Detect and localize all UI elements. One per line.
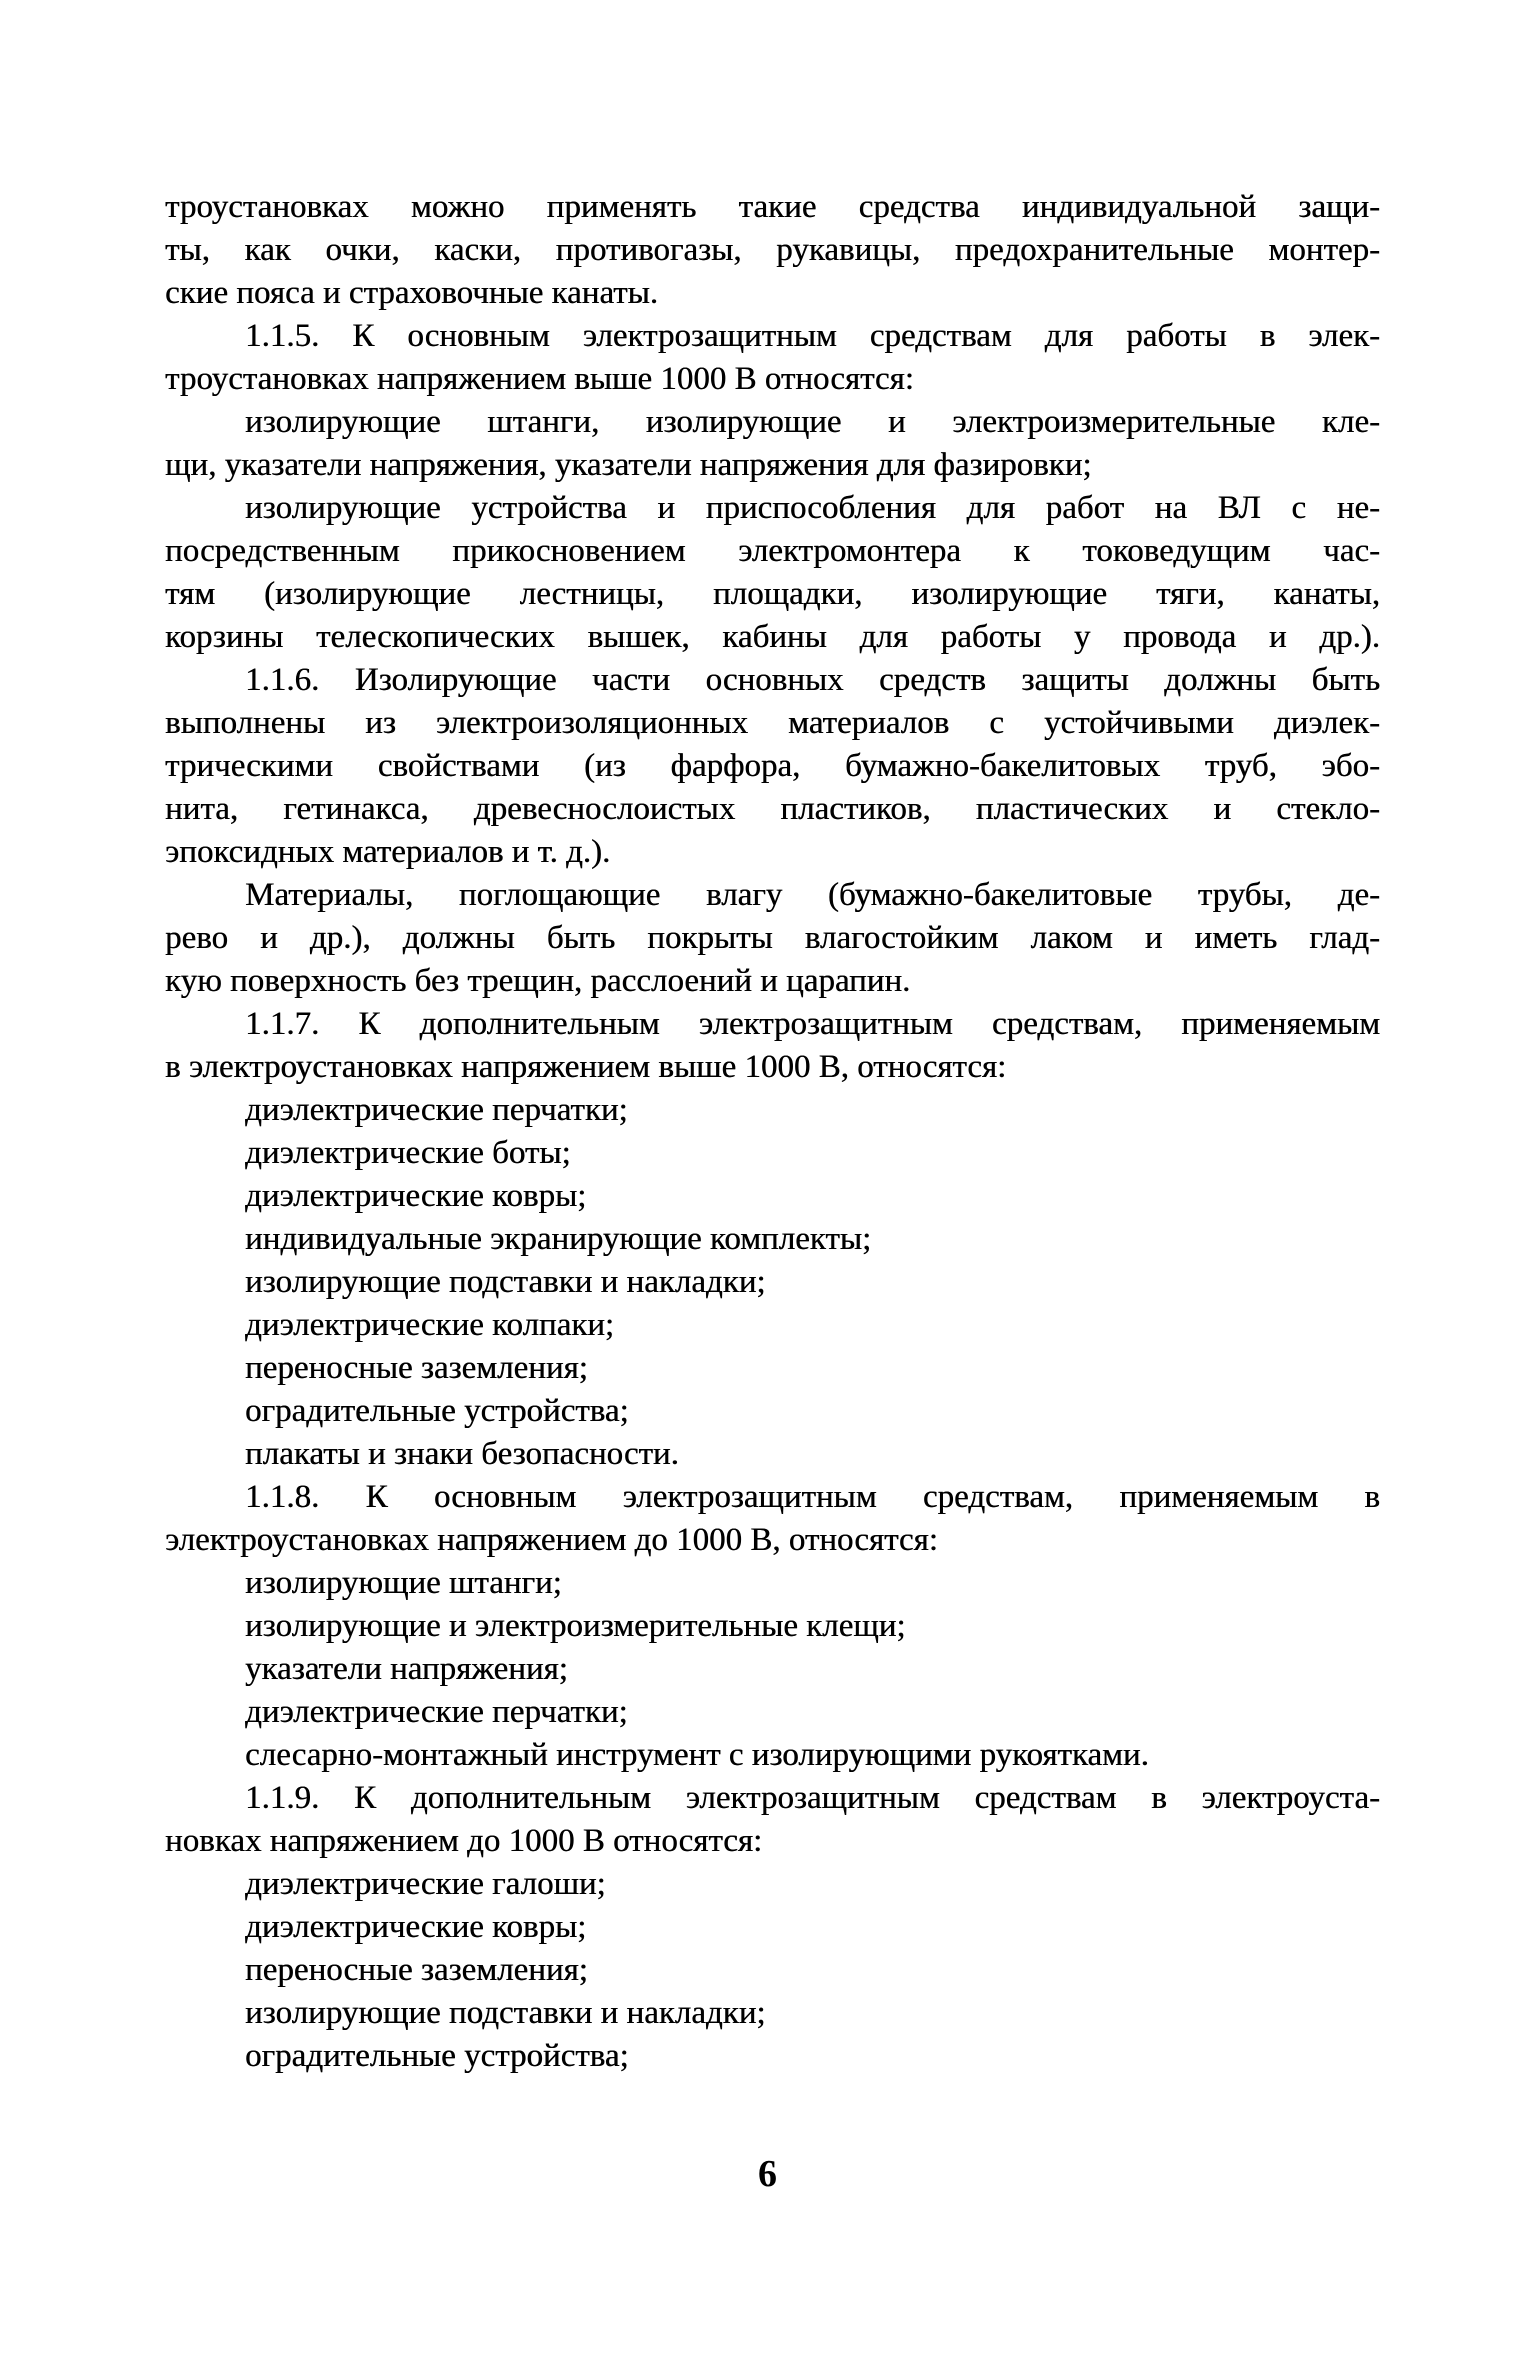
list-item: индивидуальные экранирующие комплекты; [245, 1221, 872, 1257]
list-item: диэлектрические боты; [245, 1135, 571, 1171]
page-body-text [165, 186, 1380, 2078]
section-1-1-8-start: 1.1.8. К основным электрозащитным средствам, применяемым в [245, 1479, 1380, 1515]
text-line: кую поверхность без трещин, расслоений и царапин. [165, 963, 911, 999]
text-line: ты, как очки, каски, противогазы, рукавицы, предохранительные монтер- [165, 232, 1380, 268]
text-line: эпоксидных материалов и т. д.). [165, 834, 611, 870]
list-item: переносные заземления; [245, 1952, 588, 1988]
list-item: слесарно-монтажный инструмент с изолирующими рукоятками. [245, 1737, 1149, 1773]
list-item: изолирующие штанги; [245, 1565, 562, 1601]
list-item: изолирующие подставки и накладки; [245, 1995, 766, 2031]
text-line: ские пояса и страховочные канаты. [165, 275, 658, 311]
section-1-1-7-start: 1.1.7. К дополнительным электрозащитным средствам, применяемым [245, 1006, 1380, 1042]
list-item: плакаты и знаки безопасности. [245, 1436, 679, 1472]
text-line: корзины телескопических вышек, кабины для работы у провода и др.). [165, 619, 1380, 655]
text-line: трическими свойствами (из фарфора, бумажно-бакелитовых труб, эбо- [165, 748, 1380, 784]
list-item: диэлектрические колпаки; [245, 1307, 615, 1343]
section-1-1-5-start: 1.1.5. К основным электрозащитным средствам для работы в элек- [245, 318, 1380, 354]
list-item: диэлектрические перчатки; [245, 1092, 628, 1128]
text-line: выполнены из электроизоляционных материалов с устойчивыми диэлек- [165, 705, 1380, 741]
text-line: Материалы, поглощающие влагу (бумажно-бакелитовые трубы, де- [245, 877, 1380, 913]
list-item: оградительные устройства; [245, 2038, 629, 2074]
text-line: рево и др.), должны быть покрыты влагостойким лаком и иметь глад- [165, 920, 1380, 956]
section-1-1-6-start: 1.1.6. Изолирующие части основных средств защиты должны быть [245, 662, 1380, 698]
section-1-1-9-start: 1.1.9. К дополнительным электрозащитным средствам в электроуста- [245, 1780, 1380, 1816]
text-line: нита, гетинакса, древеснослоистых пластиков, пластических и стекло- [165, 791, 1380, 827]
text-line: троустановках напряжением выше 1000 В относятся: [165, 361, 914, 397]
list-item: переносные заземления; [245, 1350, 588, 1386]
text-line: тям (изолирующие лестницы, площадки, изолирующие тяги, канаты, [165, 576, 1380, 612]
text-line: электроустановках напряжением до 1000 В, относятся: [165, 1522, 938, 1558]
text-line: новках напряжением до 1000 В относятся: [165, 1823, 763, 1859]
text-line: изолирующие штанги, изолирующие и электроизмерительные кле- [245, 404, 1380, 440]
list-item: указатели напряжения; [245, 1651, 568, 1687]
page-number: 6 [758, 2153, 777, 2195]
list-item: диэлектрические перчатки; [245, 1694, 628, 1730]
text-line: щи, указатели напряжения, указатели напряжения для фазировки; [165, 447, 1092, 483]
text-line: изолирующие устройства и приспособления для работ на ВЛ с не- [245, 490, 1380, 526]
list-item: изолирующие и электроизмерительные клещи; [245, 1608, 906, 1644]
list-item: изолирующие подставки и накладки; [245, 1264, 766, 1300]
list-item: диэлектрические ковры; [245, 1178, 587, 1214]
text-line: в электроустановках напряжением выше 1000 В, относятся: [165, 1049, 1007, 1085]
text-line: троустановках можно применять такие средства индивидуальной защи- [165, 189, 1380, 225]
list-item: диэлектрические галоши; [245, 1866, 606, 1902]
text-line: посредственным прикосновением электромонтера к токоведущим час- [165, 533, 1380, 569]
list-item: диэлектрические ковры; [245, 1909, 587, 1945]
list-item: оградительные устройства; [245, 1393, 629, 1429]
